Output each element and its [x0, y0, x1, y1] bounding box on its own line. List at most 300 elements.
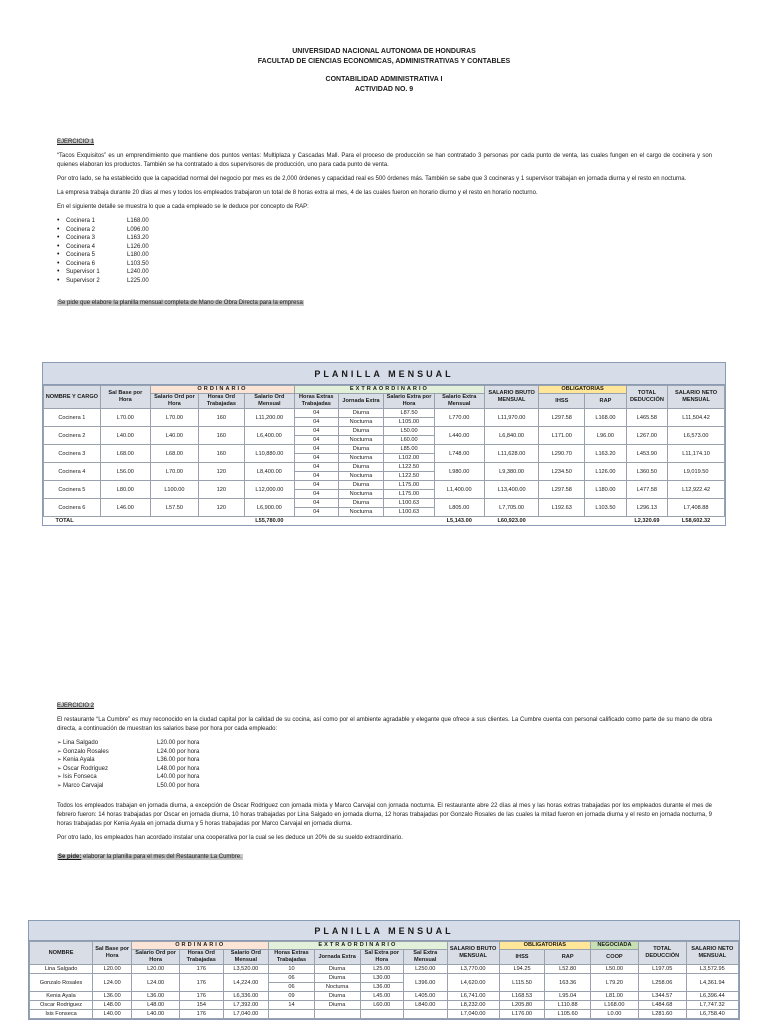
extra-rate: L122.50: [384, 463, 434, 472]
ord-rate: L40.00: [150, 427, 198, 445]
rap-list-item: [57, 277, 712, 286]
ord-hours: 176: [180, 965, 223, 974]
payroll-table-2-grid: [29, 941, 739, 1019]
extra-hours: 06: [269, 974, 315, 983]
t2-header-neto: SALARIO NETO MENSUAL: [686, 942, 738, 965]
t2-header-ord-hora: Salario Ord por Hora: [132, 950, 180, 965]
ord-monthly: L6,400.00: [244, 427, 294, 445]
wage-employee: ➢ Kenia Ayala: [57, 756, 157, 765]
rap-amount: L096.00: [127, 226, 149, 233]
extra-hours: 10: [269, 965, 315, 974]
rap-deduction: L180.00: [585, 481, 626, 499]
net-monthly: L7,747.32: [686, 1001, 738, 1010]
table-row: [30, 965, 739, 974]
faculty-name: FACULTAD DE CIENCIAS ECONOMICAS, ADMINISTRATIVAS Y CONTABLES: [257, 58, 511, 65]
t2-header-ext-jornada: Jornada Extra: [314, 950, 360, 965]
ord-rate: L70.00: [150, 409, 198, 427]
t2-header-name: NOMBRE: [30, 942, 93, 965]
extra-hours: 09: [269, 992, 315, 1001]
ihss-deduction: L115.50: [499, 974, 545, 992]
extra-shift: Diurna: [338, 409, 384, 418]
total-spacer: [539, 517, 626, 526]
payroll-table-1: [42, 362, 726, 526]
gross-monthly: L11,628.00: [484, 445, 539, 463]
rap-employee: • Cocinera 6: [57, 260, 127, 269]
exercise-2-title: EJERCICIO 2: [57, 703, 95, 709]
total-extra-monthly: L5,143.00: [446, 518, 472, 525]
ord-hours: 160: [198, 427, 244, 445]
rap-amount: L240.00: [127, 269, 149, 275]
rap-employee: • Cocinera 5: [57, 251, 127, 260]
rap-deduction: L168.00: [585, 409, 626, 427]
rap-list-item: [57, 226, 712, 235]
ord-monthly: L10,880.00: [244, 445, 294, 463]
ord-hours: 176: [180, 1010, 223, 1019]
employee-name: Cocinera 6: [44, 499, 101, 517]
extra-monthly: L440.00: [434, 427, 484, 445]
employee-name: Cocinera 4: [44, 463, 101, 481]
total-deduction: L258.06: [638, 974, 686, 992]
extra-rate: L87.50: [384, 409, 434, 418]
wage-list-item: [57, 782, 712, 791]
extra-hours: [269, 1010, 315, 1019]
ord-rate: L48.00: [132, 1001, 180, 1010]
t1-header-ext-mensual: Salario Extra Mensual: [434, 394, 484, 409]
employee-name: Lina Salgado: [30, 965, 93, 974]
table-row: [30, 1010, 739, 1019]
extra-rate: [360, 1010, 403, 1019]
extra-shift: Diurna: [314, 965, 360, 974]
base-rate: L68.00: [100, 445, 150, 463]
ord-monthly: L7,040.00: [223, 1010, 269, 1019]
rap-employee: • Cocinera 3: [57, 234, 127, 243]
ihss-deduction: L192.63: [539, 499, 585, 517]
table-row: [30, 1001, 739, 1010]
total-deduction: L296.13: [626, 499, 667, 517]
extra-rate: L105.00: [384, 418, 434, 427]
payroll-table-2: [28, 920, 740, 1020]
ord-hours: 154: [180, 1001, 223, 1010]
ord-rate: L100.00: [150, 481, 198, 499]
total-deduction: L465.58: [626, 409, 667, 427]
base-rate: L40.00: [93, 1010, 132, 1019]
exercise-1-paragraph-2: Por otro lado, se ha establecido que la capacidad normal del negocio por mes es de 2,000 órdenes y capacidad real es 500 órdenes más. También se sabe que 3 cocineras y 1 supervisor trabajan en jornada diurna y el resto en nocturna.: [57, 176, 687, 182]
total-ord-monthly: L55,780.00: [255, 518, 284, 525]
employee-name: Gonzalo Rosales: [30, 974, 93, 992]
employee-name: Cocinera 3: [44, 445, 101, 463]
rap-amount: L225.00: [127, 277, 149, 284]
extra-shift: Nocturna: [338, 436, 384, 445]
rap-employee: • Supervisor 2: [57, 277, 127, 286]
t1-header-rap: RAP: [585, 394, 626, 409]
payroll-table-1-title: PLANILLA MENSUAL: [43, 363, 725, 385]
extra-monthly: L405.00: [403, 992, 447, 1001]
wage-rate: L36.00 por hora: [157, 757, 200, 763]
extra-shift: Diurna: [314, 974, 360, 983]
activity-number: ACTIVIDAD NO. 9: [354, 86, 414, 93]
extra-rate: L45.00: [360, 992, 403, 1001]
extra-hours: 14: [269, 1001, 315, 1010]
rap-deduction: L95.04: [545, 992, 591, 1001]
ord-rate: L57.50: [150, 499, 198, 517]
exercise-1-paragraph-4: En el siguiente detalle se muestra lo que a cada empleado se le deduce por concepto de RAP:: [57, 204, 309, 210]
rap-amount: L168.00: [127, 218, 149, 224]
payroll-table-1-grid: [43, 385, 725, 525]
t1-header-obligatorias: OBLIGATORIAS: [539, 386, 626, 394]
total-spacer: [294, 517, 434, 526]
extra-hours: 04: [294, 409, 338, 418]
wage-rate: L48.00 por hora: [157, 765, 200, 772]
t2-header-total-deduccion: TOTAL DEDUCCIÓN: [638, 942, 686, 965]
rap-employee: • Cocinera 4: [57, 243, 127, 252]
extra-shift: [314, 1010, 360, 1019]
rap-deduction: L103.50: [585, 499, 626, 517]
t1-header-ord-horas: Horas Ord Trabajadas: [198, 394, 244, 409]
ihss-deduction: L297.58: [539, 409, 585, 427]
table-row: [44, 481, 725, 490]
wage-rate: L40.00 por hora: [157, 774, 200, 780]
extra-shift: Diurna: [338, 427, 384, 436]
exercise-2-paragraph-2: Todos los empleados trabajan en jornada diurna, a excepción de Oscar Rodriguez con jornada mixta y Marco Carvajal con jornada nocturna. El restaurante abre 22 días al mes y las horas extras trabajadas por los empleados durante el mes de febrero fueron: 14 horas trabajadas por Oscar en jornada diurna, 10 horas trabajadas por Lina Salgado en jornada diurna, 12 horas trabajadas por Gonzalo Rosales de las cuales la mitad fueron en jornada diurna y el resto en jornada nocturna, 9 horas trabajadas por Kenia Ayala en jornada diurna y 5 horas trabajadas por Marco Carvajal en jornada diurna.: [57, 803, 712, 827]
table-row: [44, 427, 725, 436]
rap-list-item: [57, 243, 712, 252]
wage-rate: L24.00 por hora: [157, 748, 200, 755]
net-monthly: L12,922.42: [668, 481, 725, 499]
ord-rate: L24.00: [132, 974, 180, 992]
rap-employee: • Supervisor 1: [57, 268, 127, 277]
base-rate: L46.00: [100, 499, 150, 517]
ord-monthly: L11,200.00: [244, 409, 294, 427]
t1-header-ihss: IHSS: [539, 394, 585, 409]
total-deduction: L360.50: [626, 463, 667, 481]
wage-employee: ➢ Gonzalo Rosales: [57, 748, 157, 757]
extra-rate: L102.00: [384, 454, 434, 463]
t2-header-ordinario: ORDINARIO: [132, 942, 269, 950]
payroll-table-2-body: [30, 965, 739, 1019]
table-row: [44, 463, 725, 472]
rap-list: [57, 217, 712, 285]
ord-hours: 120: [198, 499, 244, 517]
base-rate: L36.00: [93, 992, 132, 1001]
t2-header-ord-horas: Horas Ord Trabajadas: [180, 950, 223, 965]
table-row: [30, 974, 739, 983]
extra-shift: Nocturna: [314, 983, 360, 992]
t1-header-ext-jornada: Jornada Extra: [338, 394, 384, 409]
ihss-deduction: L176.00: [499, 1010, 545, 1019]
t1-header-name: NOMBRE Y CARGO: [44, 386, 101, 409]
t2-header-ihss: IHSS: [499, 950, 545, 965]
rap-deduction: 163.36: [545, 974, 591, 992]
extra-monthly: L770.00: [434, 409, 484, 427]
rap-employee: • Cocinera 2: [57, 226, 127, 235]
extra-shift: Nocturna: [338, 472, 384, 481]
extra-hours: 04: [294, 463, 338, 472]
exercise-2-paragraph-3: Por otro lado, los empleados han acordado instalar una cooperativa por la cual se les deduce un 20% de su sueldo extraordinario.: [57, 835, 403, 841]
extra-rate: L25.00: [360, 965, 403, 974]
base-rate: L70.00: [100, 409, 150, 427]
ord-rate: L20.00: [132, 965, 180, 974]
t1-header-ext-horas: Horas Extras Trabajadas: [294, 394, 338, 409]
rap-amount: L180.00: [127, 252, 149, 258]
rap-deduction: L52.80: [545, 965, 591, 974]
rap-deduction: L110.88: [545, 1001, 591, 1010]
exercise-2-paragraph-1: El restaurante “La Cumbre” es muy reconocido en la ciudad capital por la calidad de su cocina, así como por el ambiente agradable y elegante que ofrece a sus clientes. La Cumbre cuenta con personal calificado como parte de su mano de obra directa, a continuación de muestran los salarios base por hora por cada empleado:: [57, 717, 712, 732]
t2-header-bruto: SALARIO BRUTO MENSUAL: [447, 942, 499, 965]
ord-hours: 176: [180, 974, 223, 992]
extra-monthly: L396.00: [403, 974, 447, 992]
extra-shift: Diurna: [314, 1001, 360, 1010]
total-deduction: L484.68: [638, 1001, 686, 1010]
extra-hours: 04: [294, 490, 338, 499]
university-name: UNIVERSIDAD NACIONAL AUTONOMA DE HONDURAS: [292, 48, 476, 55]
rap-list-item: [57, 260, 712, 269]
base-rate: L24.00: [93, 974, 132, 992]
total-deduction: L344.57: [638, 992, 686, 1001]
document-header: [0, 47, 768, 95]
wage-employee: ➢ Oscar Rodriguez: [57, 765, 157, 774]
net-monthly: L9,019.50: [668, 463, 725, 481]
employee-name: Cocinera 1: [44, 409, 101, 427]
extra-monthly: L980.00: [434, 463, 484, 481]
table-row: [44, 409, 725, 418]
payroll-table-1-body: [44, 409, 725, 526]
total-deduction: L267.00: [626, 427, 667, 445]
coop-deduction: L50.00: [591, 965, 639, 974]
exercise-1-paragraph-3: La empresa trabaja durante 20 días al mes y todos los empleados trabajaron un total de 8 horas extra al mes, 4 de las cuales fueron en horario diurno y el resto en horario nocturno.: [57, 190, 538, 196]
t2-header-ord-mensual: Salario Ord Mensual: [223, 950, 269, 965]
extra-rate: L100.63: [384, 508, 434, 517]
wage-list-item: [57, 739, 712, 748]
rap-list-item: [57, 268, 712, 277]
ihss-deduction: L168.53: [499, 992, 545, 1001]
t1-header-neto: SALARIO NETO MENSUAL: [668, 386, 725, 409]
rap-deduction: L105.60: [545, 1010, 591, 1019]
extra-rate: L60.00: [384, 436, 434, 445]
extra-monthly: L805.00: [434, 499, 484, 517]
t2-header-ext-mensual: Sal Extra Mensual: [403, 950, 447, 965]
extra-hours: 04: [294, 472, 338, 481]
employee-name: Cocinera 5: [44, 481, 101, 499]
gross-monthly: L4,620.00: [447, 974, 499, 992]
net-monthly: L7,408.88: [668, 499, 725, 517]
rap-deduction: L96.00: [585, 427, 626, 445]
base-rate: L40.00: [100, 427, 150, 445]
extra-rate: L50.00: [384, 427, 434, 436]
extra-shift: Diurna: [338, 445, 384, 454]
ord-monthly: L3,520.00: [223, 965, 269, 974]
ord-rate: L68.00: [150, 445, 198, 463]
extra-hours: 06: [269, 983, 315, 992]
wage-employee: ➢ Isis Fonseca: [57, 773, 157, 782]
total-deduction: L453.90: [626, 445, 667, 463]
extra-monthly: L840.00: [403, 1001, 447, 1010]
gross-monthly: L9,380.00: [484, 463, 539, 481]
ord-monthly: L6,336.00: [223, 992, 269, 1001]
ord-monthly: L6,900.00: [244, 499, 294, 517]
wage-list-item: [57, 773, 712, 782]
net-monthly: L6,396.44: [686, 992, 738, 1001]
t2-header-rap: RAP: [545, 950, 591, 965]
ihss-deduction: L171.00: [539, 427, 585, 445]
total-deduction: L2,320.69: [634, 518, 660, 525]
ihss-deduction: L297.58: [539, 481, 585, 499]
t1-header-bruto: SALARIO BRUTO MENSUAL: [484, 386, 539, 409]
employee-name: Cocinera 2: [44, 427, 101, 445]
extra-shift: Diurna: [338, 463, 384, 472]
employee-name: Kenia Ayala: [30, 992, 93, 1001]
total-net: L58,602.32: [681, 518, 711, 525]
extra-rate: L36.00: [360, 983, 403, 992]
extra-rate: L60.00: [360, 1001, 403, 1010]
rap-deduction: L126.00: [585, 463, 626, 481]
ord-hours: 160: [198, 445, 244, 463]
exercise-1: [57, 138, 712, 313]
course-name: CONTABILIDAD ADMINISTRATIVA I: [325, 76, 443, 83]
rap-list-item: [57, 217, 712, 226]
wage-list-item: [57, 765, 712, 774]
extra-shift: Nocturna: [338, 454, 384, 463]
ihss-deduction: L234.50: [539, 463, 585, 481]
extra-hours: 04: [294, 481, 338, 490]
wage-employee: ➢ Marco Carvajal: [57, 782, 157, 791]
exercise-1-task: Se pide que elabore la planilla mensual completa de Mano de Obra Directa para la empresa: [58, 300, 303, 306]
rap-amount: L126.00: [127, 243, 149, 250]
rap-list-item: [57, 234, 712, 243]
table-row: [30, 992, 739, 1001]
extra-monthly: L250.00: [403, 965, 447, 974]
ihss-deduction: L205.80: [499, 1001, 545, 1010]
wage-list-item: [57, 748, 712, 757]
extra-hours: 04: [294, 418, 338, 427]
gross-monthly: L6,741.00: [447, 992, 499, 1001]
ord-hours: 120: [198, 463, 244, 481]
ord-monthly: L7,392.00: [223, 1001, 269, 1010]
base-rate: L48.00: [93, 1001, 132, 1010]
gross-monthly: L6,840.00: [484, 427, 539, 445]
rap-deduction: L163.20: [585, 445, 626, 463]
wage-rate: L20.00 por hora: [157, 740, 200, 746]
rap-amount: L163.20: [127, 235, 149, 241]
coop-deduction: L0.00: [591, 1010, 639, 1019]
ihss-deduction: L290.70: [539, 445, 585, 463]
net-monthly: L3,572.95: [686, 965, 738, 974]
total-deduction: L197.05: [638, 965, 686, 974]
extra-hours: 04: [294, 454, 338, 463]
total-row: [44, 517, 725, 526]
exercise-2-task-label: Se pide:: [58, 854, 82, 860]
ord-hours: 160: [198, 409, 244, 427]
employee-name: Isis Fonseca: [30, 1010, 93, 1019]
t1-header-total-deduccion: TOTAL DEDUCCIÓN: [626, 386, 667, 409]
coop-deduction: L81.00: [591, 992, 639, 1001]
coop-deduction: L79.20: [591, 974, 639, 992]
t1-header-ext-hora: Salario Extra por Hora: [384, 394, 434, 409]
ord-monthly: L8,400.00: [244, 463, 294, 481]
gross-monthly: L7,705.00: [484, 499, 539, 517]
extra-shift: Diurna: [338, 481, 384, 490]
t2-header-ext-horas: Horas Extras Trabajadas: [269, 950, 315, 965]
gross-monthly: L3,770.00: [447, 965, 499, 974]
rap-employee: • Cocinera 1: [57, 217, 127, 226]
ihss-deduction: L94.25: [499, 965, 545, 974]
table-row: [44, 499, 725, 508]
exercise-1-title: EJERCICIO 1: [57, 139, 95, 145]
extra-shift: Nocturna: [338, 418, 384, 427]
ord-rate: L40.00: [132, 1010, 180, 1019]
extra-rate: L175.00: [384, 490, 434, 499]
ord-monthly: L12,000.00: [244, 481, 294, 499]
extra-rate: L85.00: [384, 445, 434, 454]
extra-shift: Nocturna: [338, 508, 384, 517]
exercise-2: [57, 702, 712, 867]
base-rate: L80.00: [100, 481, 150, 499]
wage-list: [57, 739, 712, 790]
t1-header-ordinario: ORDINARIO: [150, 386, 294, 394]
base-rate: L56.00: [100, 463, 150, 481]
table-row: [44, 445, 725, 454]
payroll-table-2-title: PLANILLA MENSUAL: [29, 921, 739, 941]
exercise-2-task-text: elaborar la planilla para el mes del Restaurante La Cumbre.: [81, 854, 242, 860]
extra-monthly: L748.00: [434, 445, 484, 463]
extra-monthly: L1,400.00: [434, 481, 484, 499]
total-label: TOTAL: [55, 518, 74, 525]
ord-hours: 120: [198, 481, 244, 499]
t2-header-obligatorias: OBLIGATORIAS: [499, 942, 590, 950]
extra-rate: L30.00: [360, 974, 403, 983]
total-deduction: L281.60: [638, 1010, 686, 1019]
ord-rate: L36.00: [132, 992, 180, 1001]
base-rate: L20.00: [93, 965, 132, 974]
extra-rate: L175.00: [384, 481, 434, 490]
t2-header-base: Sal Base por Hora: [93, 942, 132, 965]
gross-monthly: L7,040.00: [447, 1010, 499, 1019]
extra-hours: 04: [294, 499, 338, 508]
t2-header-ext-hora: Sal Extra por Hora: [360, 950, 403, 965]
extra-shift: Diurna: [314, 992, 360, 1001]
employee-name: Oscar Rodriguez: [30, 1001, 93, 1010]
wage-rate: L50.00 por hora: [157, 782, 200, 789]
extra-monthly: [403, 1010, 447, 1019]
net-monthly: L6,573.00: [668, 427, 725, 445]
rap-amount: L103.50: [127, 260, 149, 267]
extra-hours: 04: [294, 436, 338, 445]
extra-hours: 04: [294, 508, 338, 517]
rap-list-item: [57, 251, 712, 260]
net-monthly: L11,174.10: [668, 445, 725, 463]
t2-header-extraordinario: EXTRAORDINARIO: [269, 942, 447, 950]
total-gross: L60,923.00: [497, 518, 526, 525]
total-deduction: L477.58: [626, 481, 667, 499]
exercise-1-paragraph-1: “Tacos Exquisitos” es un emprendimiento que mantiene dos puntos ventas: Multiplaza y Cascadas Mall. Para el proceso de producción se han contratado 3 personas por cada punto de venta, las cuales fungen en el cargo de cocinera y son quienes elaboran los productos. También se ha contratado a dos supervisores de producción, uno para cada punto de venta.: [57, 153, 712, 168]
extra-shift: Nocturna: [338, 490, 384, 499]
t1-header-ord-mensual: Salario Ord Mensual: [244, 394, 294, 409]
t1-header-extraordinario: EXTRAORDINARIO: [294, 386, 484, 394]
extra-shift: Diurna: [338, 499, 384, 508]
t2-header-negociada: NEGOCIADA: [591, 942, 639, 950]
net-monthly: L6,758.40: [686, 1010, 738, 1019]
gross-monthly: L13,400.00: [484, 481, 539, 499]
gross-monthly: L8,232.00: [447, 1001, 499, 1010]
extra-rate: L100.63: [384, 499, 434, 508]
coop-deduction: L168.00: [591, 1001, 639, 1010]
ord-monthly: L4,224.00: [223, 974, 269, 992]
wage-list-item: [57, 756, 712, 765]
t1-header-ord-hora: Salario Ord por Hora: [150, 394, 198, 409]
t2-header-coop: COOP: [591, 950, 639, 965]
ord-rate: L70.00: [150, 463, 198, 481]
gross-monthly: L11,970.00: [484, 409, 539, 427]
t1-header-base: Sal Base por Hora: [100, 386, 150, 409]
